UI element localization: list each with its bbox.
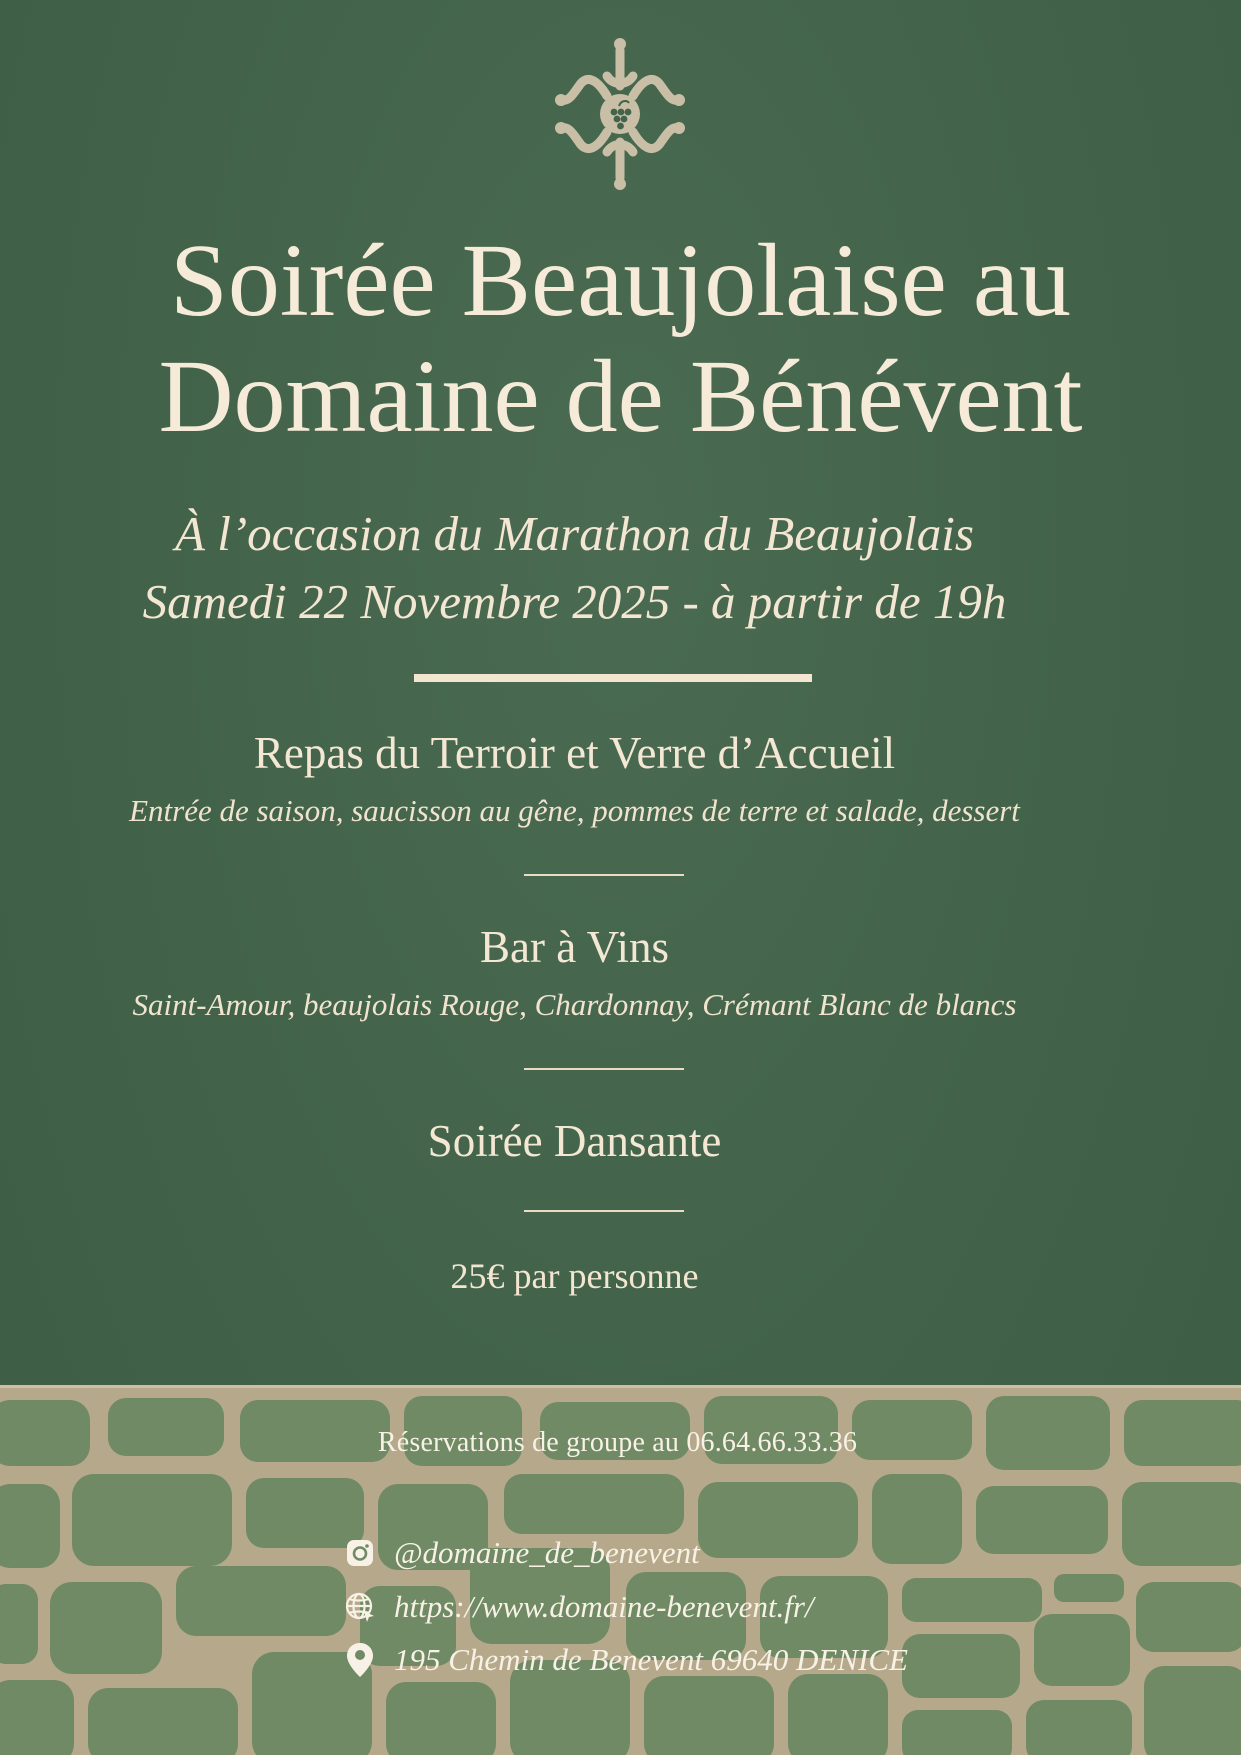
section-title-wine-bar: Bar à Vins bbox=[480, 922, 669, 972]
globe-icon bbox=[344, 1591, 376, 1623]
contact-instagram[interactable] bbox=[344, 1531, 700, 1575]
grape-cross-ornament-icon bbox=[555, 36, 685, 192]
location-pin-icon bbox=[344, 1644, 376, 1676]
instagram-icon bbox=[344, 1537, 376, 1569]
section-divider bbox=[524, 1210, 684, 1212]
price: 25€ par personne bbox=[450, 1256, 699, 1296]
instagram-handle[interactable]: @domaine_de_benevent bbox=[394, 1535, 700, 1570]
section-divider bbox=[524, 1068, 684, 1070]
event-title-line-2: Domaine de Bénévent bbox=[158, 339, 1083, 454]
section-description-wine-bar: Saint-Amour, beaujolais Rouge, Chardonnay, Crémant Blanc de blancs bbox=[132, 987, 1017, 1022]
date-subtitle: Samedi 22 Novembre 2025 - à partir de 19h bbox=[142, 574, 1007, 629]
group-reservation-phone: Réservations de groupe au 06.64.66.33.36 bbox=[377, 1427, 858, 1458]
section-divider bbox=[524, 874, 684, 876]
website-link[interactable]: https://www.domaine-benevent.fr/ bbox=[394, 1589, 814, 1624]
event-title-line-1: Soirée Beaujolaise au bbox=[169, 223, 1071, 338]
occasion-subtitle: À l’occasion du Marathon du Beaujolais bbox=[175, 506, 974, 561]
title-divider bbox=[414, 674, 812, 682]
address-text[interactable]: 195 Chemin de Benevent 69640 DENICE bbox=[394, 1642, 908, 1677]
contact-website[interactable] bbox=[344, 1585, 814, 1629]
section-title-meal: Repas du Terroir et Verre d’Accueil bbox=[253, 728, 896, 778]
section-description-meal: Entrée de saison, saucisson au gêne, pommes de terre et salade, dessert bbox=[129, 793, 1020, 828]
contact-address[interactable] bbox=[344, 1638, 908, 1682]
section-title-dance: Soirée Dansante bbox=[427, 1116, 722, 1166]
